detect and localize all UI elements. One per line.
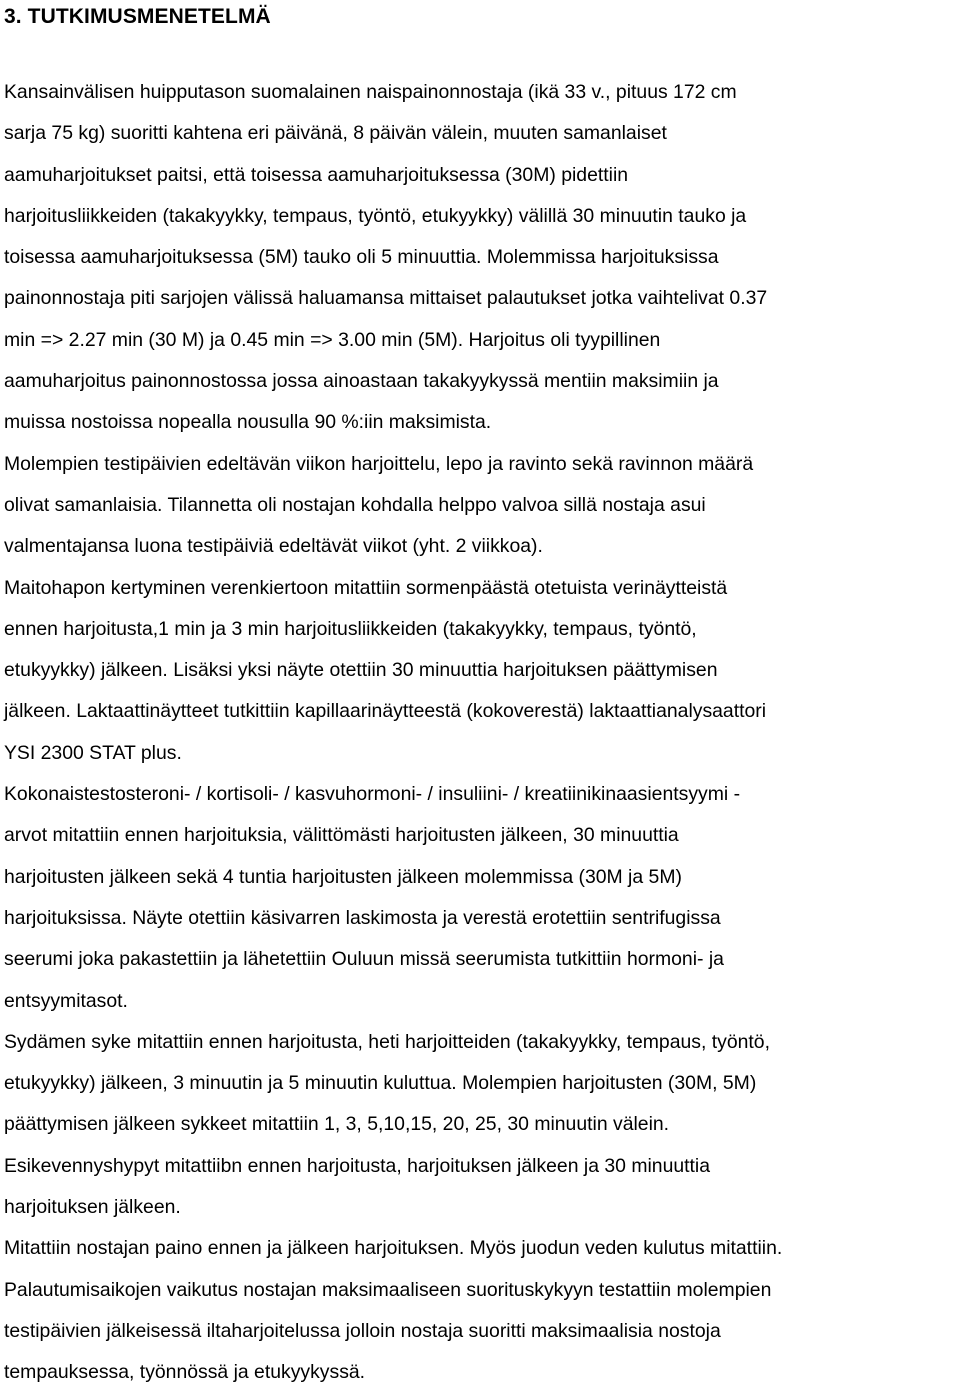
body-text bbox=[4, 72, 958, 1394]
text-line: etukyykky) jälkeen, 3 minuutin ja 5 minuutin kuluttua. Molempien harjoitusten (30M, 5M) bbox=[4, 1072, 757, 1095]
text-line: testipäivien jälkeisessä iltaharjoitelussa jolloin nostaja suoritti maksimaalisia nostoja bbox=[4, 1319, 721, 1342]
text-line: jälkeen. Laktaattinäytteet tutkittiin kapillaarinäytteestä (kokoverestä) laktaattianalysaattori bbox=[4, 700, 767, 723]
text-line: arvot mitattiin ennen harjoituksia, välittömästi harjoitusten jälkeen, 30 minuuttia bbox=[4, 824, 679, 847]
text-line: seerumi joka pakastettiin ja lähetettiin Ouluun missä seerumista tutkittiin hormoni- ja bbox=[4, 948, 724, 971]
paragraph bbox=[4, 774, 958, 1022]
text-line: harjoituksissa. Näyte otettiin käsivarren laskimosta ja verestä erotettiin sentrifugissa bbox=[4, 906, 721, 929]
text-line: entsyymitasot. bbox=[4, 989, 128, 1012]
text-line: aamuharjoitukset paitsi, että toisessa aamuharjoituksessa (30M) pidettiin bbox=[4, 163, 629, 186]
text-line: Sydämen syke mitattiin ennen harjoitusta, heti harjoitteiden (takakyykky, tempaus, työntö, bbox=[4, 1030, 770, 1053]
text-line: päättymisen jälkeen sykkeet mitattiin 1, 3, 5,10,15, 20, 25, 30 minuutin välein. bbox=[4, 1113, 670, 1136]
text-line: sarja 75 kg) suoritti kahtena eri päivänä, 8 päivän välein, muuten samanlaiset bbox=[4, 122, 667, 145]
text-line: Mitattiin nostajan paino ennen ja jälkeen harjoituksen. Myös juodun veden kulutus mitattiin. bbox=[4, 1237, 783, 1260]
text-line: Molempien testipäivien edeltävän viikon harjoittelu, lepo ja ravinto sekä ravinnon määrä bbox=[4, 452, 754, 475]
text-line: Kokonaistestosteroni- / kortisoli- / kasvuhormoni- / insuliini- / kreatiinikinaasientsyymi - bbox=[4, 783, 741, 806]
document-page bbox=[4, 0, 958, 1394]
text-line: toisessa aamuharjoituksessa (5M) tauko oli 5 minuuttia. Molemmissa harjoituksissa bbox=[4, 246, 719, 269]
paragraph bbox=[4, 1228, 958, 1269]
text-line: tempauksessa, työnnössä ja etukyykyssä. bbox=[4, 1361, 366, 1384]
text-line: Esikevennyshypyt mitattiibn ennen harjoitusta, harjoituksen jälkeen ja 30 minuuttia bbox=[4, 1154, 711, 1177]
text-line: min => 2.27 min (30 M) ja 0.45 min => 3.00 min (5M). Harjoitus oli tyypillinen bbox=[4, 328, 661, 351]
paragraph bbox=[4, 568, 958, 774]
text-line: painonnostaja piti sarjojen välissä haluamansa mittaiset palautukset jotka vaihtelivat 0.37 bbox=[4, 287, 768, 310]
text-line: YSI 2300 STAT plus. bbox=[4, 741, 182, 764]
text-line: aamuharjoitus painonnostossa jossa ainoastaan takakyykyssä mentiin maksimiin ja bbox=[4, 370, 719, 393]
paragraph bbox=[4, 72, 958, 444]
paragraph bbox=[4, 1270, 958, 1394]
paragraph bbox=[4, 444, 958, 568]
text-line: harjoitusten jälkeen sekä 4 tuntia harjoitusten jälkeen molemmissa (30M ja 5M) bbox=[4, 865, 682, 888]
text-line: etukyykky) jälkeen. Lisäksi yksi näyte otettiin 30 minuuttia harjoituksen päättymisen bbox=[4, 659, 718, 682]
paragraph bbox=[4, 1146, 958, 1229]
text-line: harjoitusliikkeiden (takakyykky, tempaus, työntö, etukyykky) välillä 30 minuutin tauko ja bbox=[4, 204, 747, 227]
text-line: Kansainvälisen huipputason suomalainen naispainonnostaja (ikä 33 v., pituus 172 cm bbox=[4, 81, 737, 103]
text-line: Palautumisaikojen vaikutus nostajan maksimaaliseen suorituskykyyn testattiin molempien bbox=[4, 1278, 772, 1301]
paragraph bbox=[4, 1022, 958, 1146]
text-line: valmentajansa luona testipäiviä edeltävät viikot (yht. 2 viikkoa). bbox=[4, 535, 543, 558]
text-line: olivat samanlaisia. Tilannetta oli nostajan kohdalla helppo valvoa sillä nostaja asui bbox=[4, 493, 706, 516]
text-line: Maitohapon kertyminen verenkiertoon mitattiin sormenpäästä otetuista verinäytteistä bbox=[4, 576, 728, 599]
text-line: harjoituksen jälkeen. bbox=[4, 1196, 181, 1219]
text-line: ennen harjoitusta,1 min ja 3 min harjoitusliikkeiden (takakyykky, tempaus, työntö, bbox=[4, 617, 697, 640]
text-line: muissa nostoissa nopealla nousulla 90 %:iin maksimista. bbox=[4, 411, 492, 434]
section-heading: 3. TUTKIMUSMENETELMÄ bbox=[4, 5, 271, 28]
